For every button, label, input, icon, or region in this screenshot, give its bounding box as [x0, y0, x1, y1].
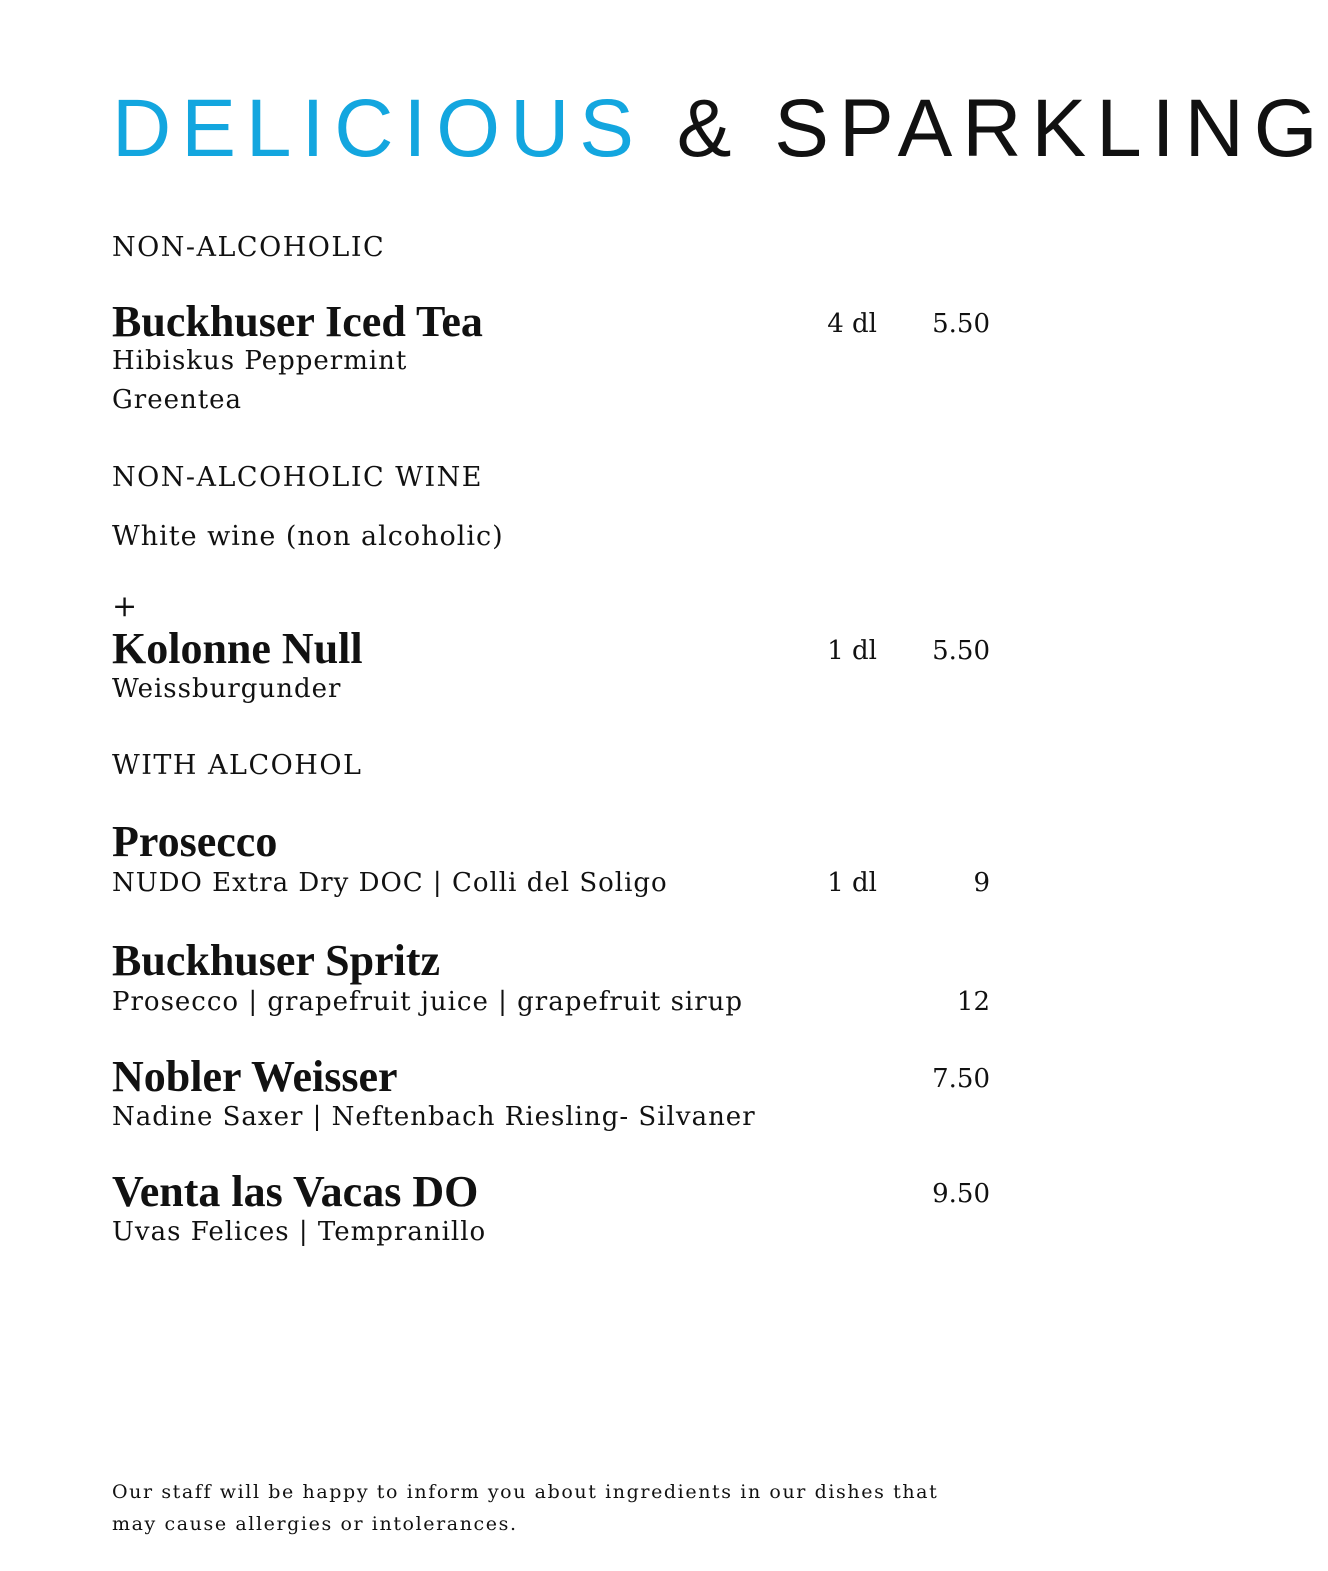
item-name-iced-tea: Buckhuser Iced Tea [112, 297, 483, 346]
section-heading-non-alcoholic: NON-ALCOHOLIC [112, 232, 386, 263]
item-volume-iced-tea: 4 dl [827, 309, 877, 339]
section-heading-non-alcoholic-wine: NON-ALCOHOLIC WINE [112, 462, 483, 493]
item-volume-kolonne-null: 1 dl [827, 636, 877, 666]
title-highlight-word: DELICIOUS [112, 83, 644, 174]
allergy-note: Our staff will be happy to inform you about ingredients in our dishes that may cause allergies or intolerances. [112, 1481, 939, 1535]
item-desc-nobler-weisser: Nadine Saxer | Neftenbach Riesling- Silvaner [112, 1102, 756, 1132]
section-heading-with-alcohol: WITH ALCOHOL [112, 750, 363, 781]
item-desc-spritz: Prosecco | grapefruit juice | grapefruit sirup [112, 987, 744, 1017]
item-volume-prosecco: 1 dl [827, 868, 877, 898]
item-name-nobler-weisser: Nobler Weisser [112, 1052, 398, 1101]
item-price-nobler-weisser: 7.50 [932, 1064, 990, 1094]
item-name-white-wine: White wine (non alcoholic) [112, 521, 504, 552]
item-price-venta: 9.50 [932, 1179, 990, 1209]
item-name-venta: Venta las Vacas DO [112, 1167, 479, 1216]
item-name-prosecco: Prosecco [112, 817, 278, 866]
item-desc-kolonne-null: Weissburgunder [112, 674, 342, 704]
item-name-spritz: Buckhuser Spritz [112, 936, 441, 985]
title-rest: & SPARKLING [676, 83, 1328, 174]
item-desc-iced-tea-line2: Greentea [112, 385, 243, 415]
plus-sign: + [112, 589, 138, 624]
item-desc-venta: Uvas Felices | Tempranillo [112, 1217, 487, 1247]
item-desc-iced-tea-line1: Hibiskus Peppermint [112, 346, 408, 376]
item-price-prosecco: 9 [973, 868, 990, 898]
item-price-kolonne-null: 5.50 [932, 636, 990, 666]
page-title [112, 83, 1328, 174]
item-price-iced-tea: 5.50 [932, 309, 990, 339]
item-desc-prosecco: NUDO Extra Dry DOC | Colli del Soligo [112, 868, 668, 898]
item-name-kolonne-null: Kolonne Null [112, 624, 363, 673]
item-price-spritz: 12 [956, 987, 990, 1017]
